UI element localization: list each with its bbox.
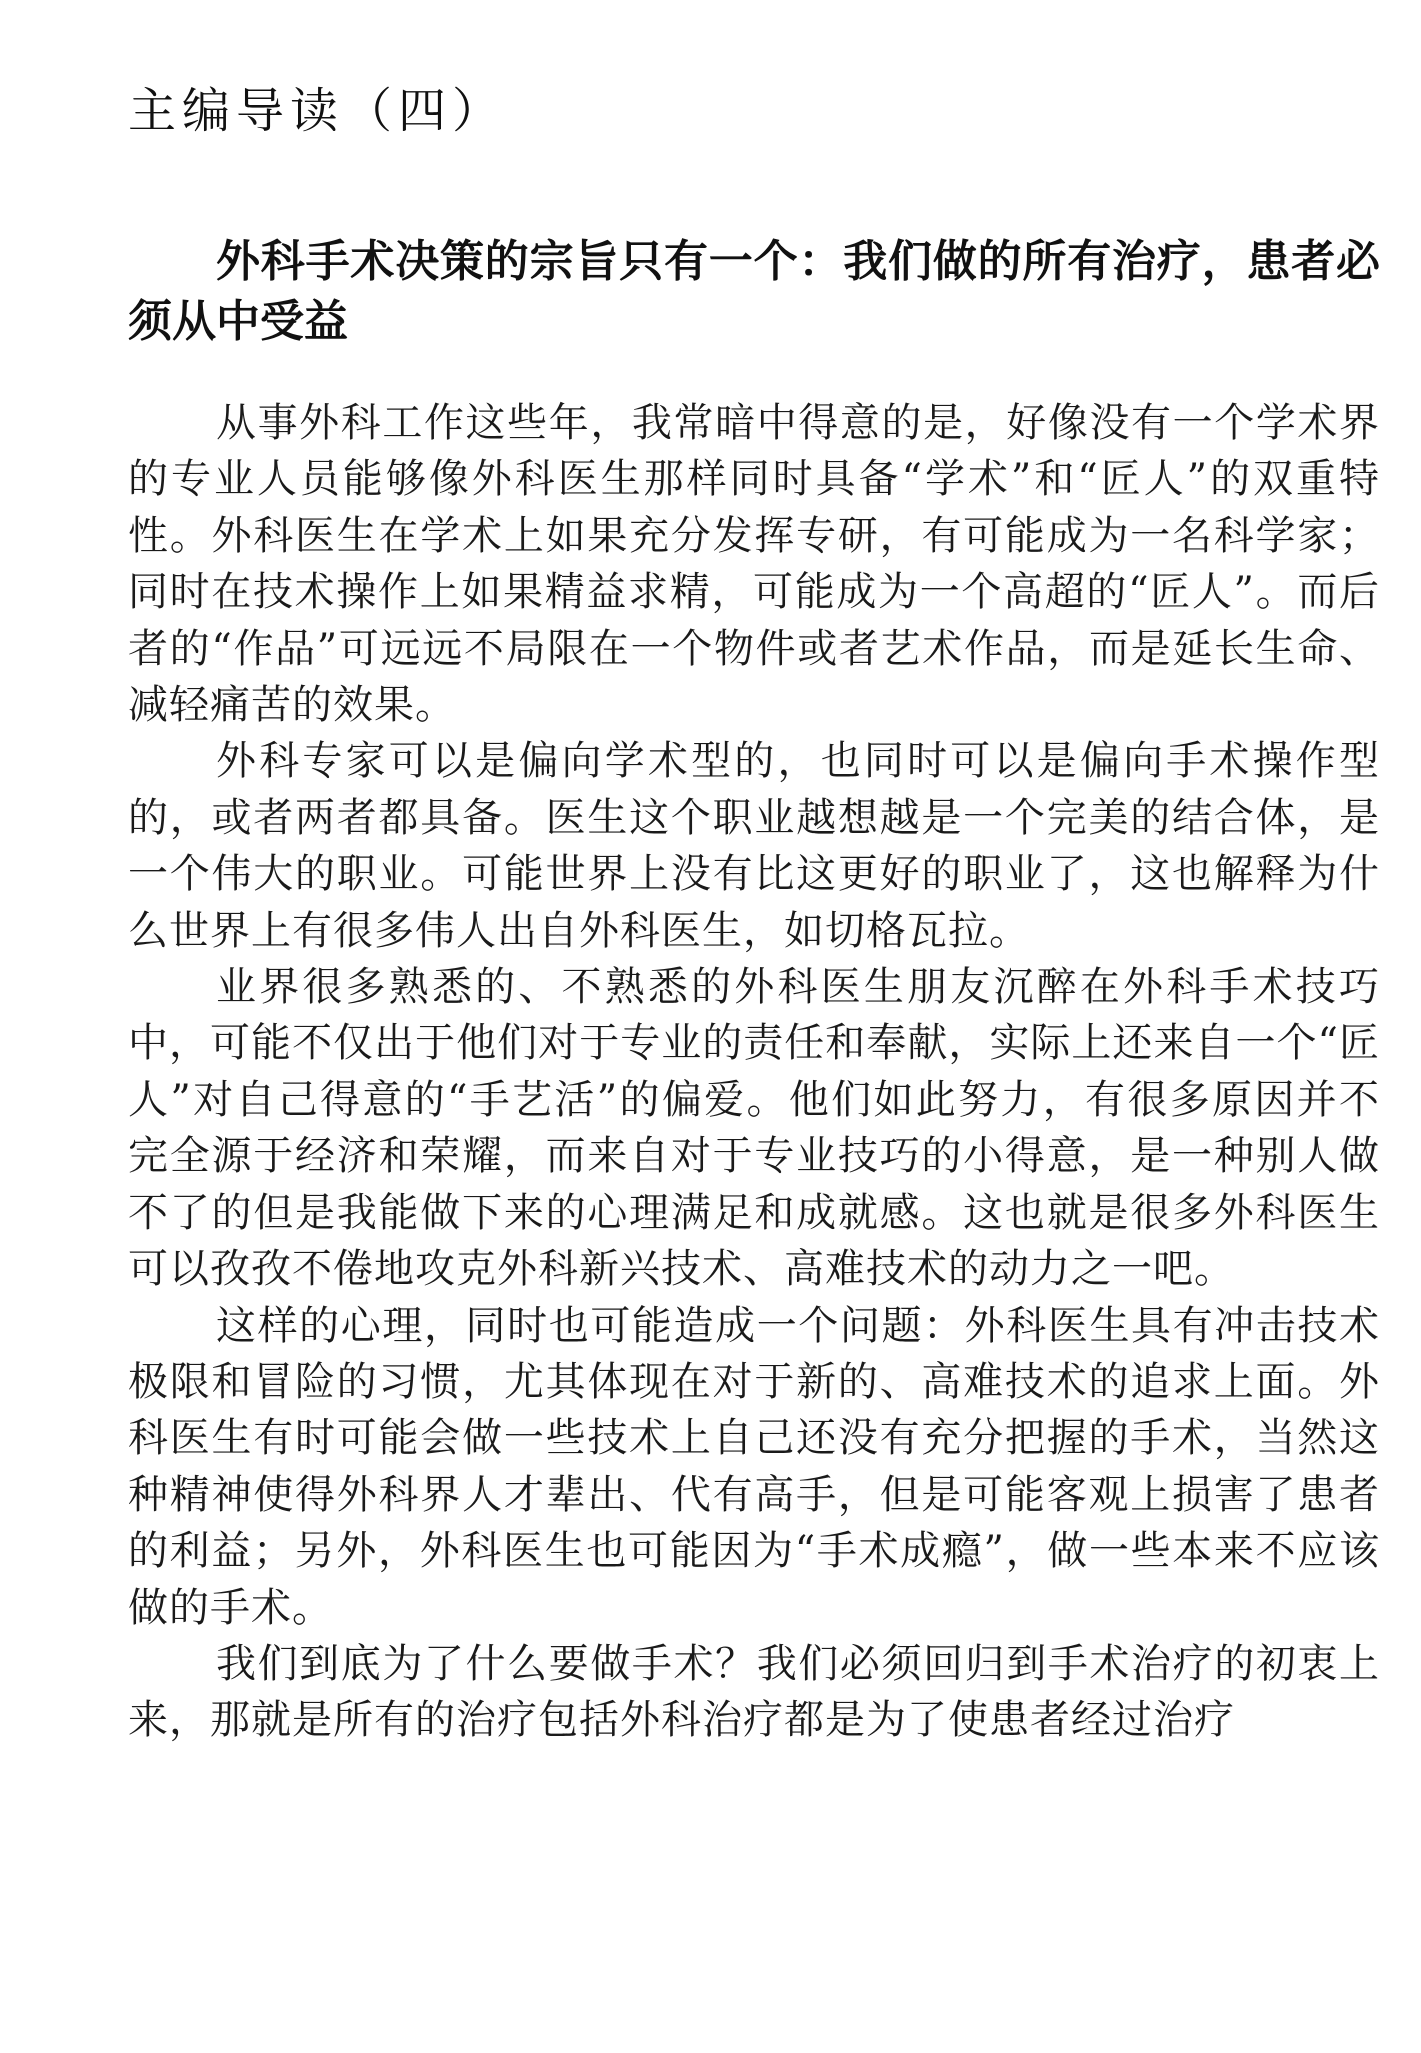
paragraph: 这样的心理，同时也可能造成一个问题：外科医生具有冲击技术极限和冒险的习惯，尤其体现在对于新的、高难技术的追求上面。外科医生有时可能会做一些技术上自己还没有充分把握的手术，当然这种精神使得外科界人才辈出、代有高手，但是可能客观上损害了患者的利益；另外，外科医生也可能因为“手术成瘾”，做一些本来不应该做的手术。 bbox=[128, 1302, 1380, 1631]
chapter-headline: 外科手术决策的宗旨只有一个：我们做的所有治疗，患者必须从中受益 bbox=[128, 236, 1380, 347]
paragraph: 业界很多熟悉的、不熟悉的外科医生朋友沉醉在外科手术技巧中，可能不仅出于他们对于专业的责任和奉献，实际上还来自一个“匠人”对自己得意的“手艺活”的偏爱。他们如此努力，有很多原因并不完全源于经济和荣耀，而来自对于专业技巧的小得意，是一种别人做不了的但是我能做下来的心理满足和成就感。这也就是很多外科医生可以孜孜不倦地攻克外科新兴技术、高难技术的动力之一吧。 bbox=[128, 964, 1380, 1293]
section-label: 主编导读（四） bbox=[128, 83, 507, 139]
paragraph: 从事外科工作这些年，我常暗中得意的是，好像没有一个学术界的专业人员能够像外科医生那样同时具备“学术”和“匠人”的双重特性。外科医生在学术上如果充分发挥专研，有可能成为一名科学家；同时在技术操作上如果精益求精，可能成为一个高超的“匠人”。而后者的“作品”可远远不局限在一个物件或者艺术作品，而是延长生命、减轻痛苦的效果。 bbox=[128, 400, 1380, 729]
body-text bbox=[128, 395, 1380, 1749]
paragraph: 外科专家可以是偏向学术型的，也同时可以是偏向手术操作型的，或者两者都具备。医生这个职业越想越是一个完美的结合体，是一个伟大的职业。可能世界上没有比这更好的职业了，这也解释为什么世界上有很多伟人出自外科医生，如切格瓦拉。 bbox=[128, 738, 1380, 954]
paragraph: 我们到底为了什么要做手术？我们必须回归到手术治疗的初衷上来，那就是所有的治疗包括外科治疗都是为了使患者经过治疗 bbox=[128, 1640, 1380, 1744]
